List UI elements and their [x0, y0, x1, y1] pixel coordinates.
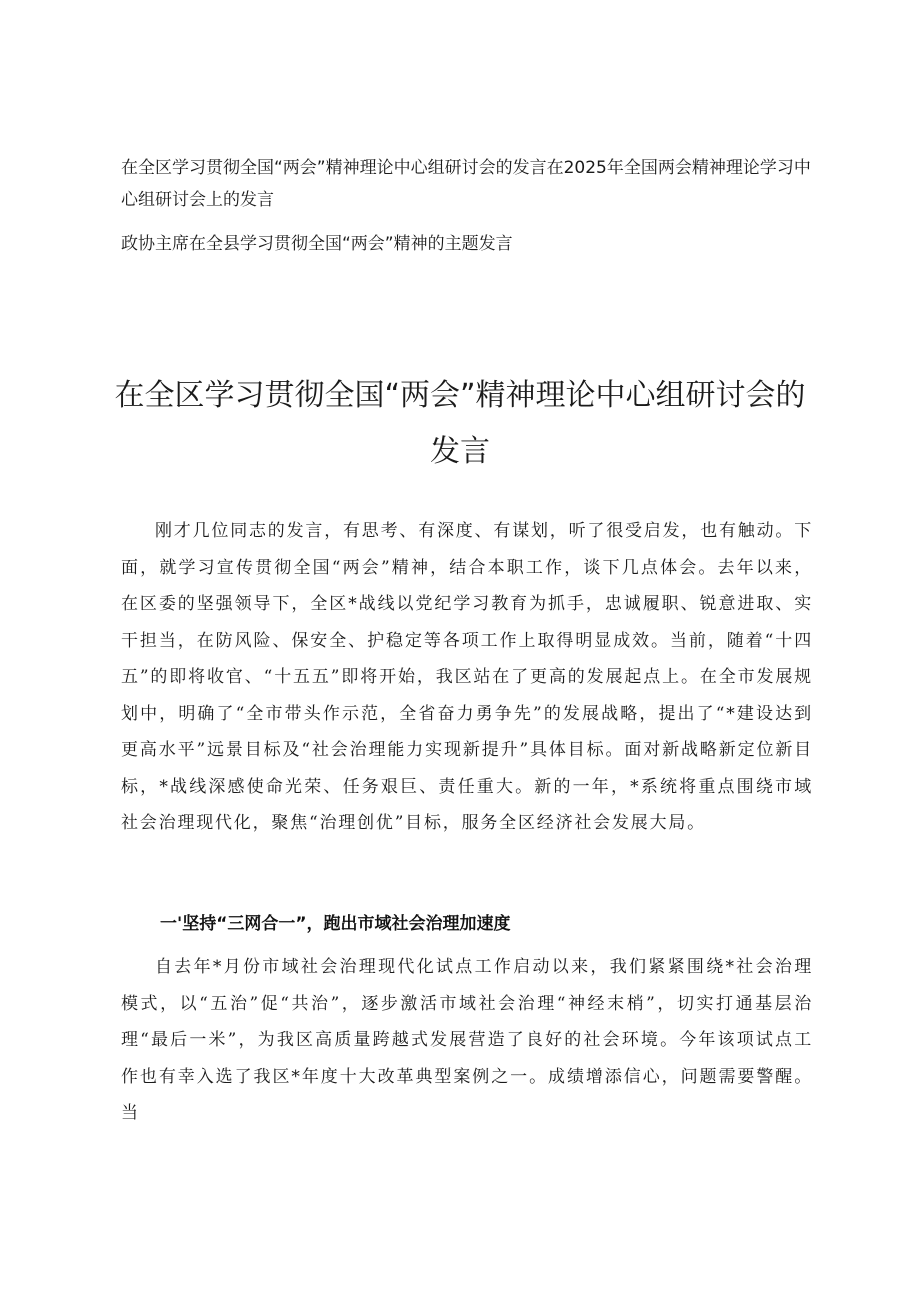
section-heading-1: 一'坚持“三网合一”，跑出市域社会治理加速度 [160, 914, 511, 934]
related-title-1[interactable]: 在全区学习贯彻全国“两会”精神理论中心组研讨会的发言在2025年全国两会精神理论学习中心组研讨会上的发言 [121, 158, 811, 210]
body-paragraph-1: 刚才几位同志的发言，有思考、有深度、有谋划，听了很受启发，也有触动。下面，就学习宣传贯彻全国“两会”精神，结合本职工作，谈下几点体会。去年以来，在区委的坚强领导下，全区*战线以党纪学习教育为抓手，忠诚履职、锐意进取、实干担当，在防风险、保安全、护稳定等各项工作上取得明显成效。当前，随着“十四五”的即将收官、“十五五”即将开始，我区站在了更高的发展起点上。在全市发展规划中，明确了“全市带头作示范，全省奋力勇争先”的发展战略，提出了“*建设达到更高水平”远景目标及“社会治理能力实现新提升”具体目标。面对新战略新定位新目标，*战线深感使命光荣、任务艰巨、责任重大。新的一年，*系统将重点围绕市域社会治理现代化，聚焦“治理创优”目标，服务全区经济社会发展大局。 [121, 521, 813, 833]
related-title-2[interactable]: 政协主席在全县学习贯彻全国“两会”精神的主题发言 [121, 234, 513, 254]
document-title: 在全区学习贯彻全国“两会”精神理论中心组研讨会的发言 [114, 378, 806, 469]
related-titles-list [121, 152, 811, 260]
body-paragraph-2: 自去年*月份市域社会治理现代化试点工作启动以来，我们紧紧围绕*社会治理模式，以“五治”促“共治”，逐步激活市域社会治理“神经末梢”，切实打通基层治理“最后一米”，为我区高质量跨越式发展营造了良好的社会环境。今年该项试点工作也有幸入选了我区*年度十大改革典型案例之一。成绩增添信心，问题需要警醒。当 [121, 957, 813, 1123]
